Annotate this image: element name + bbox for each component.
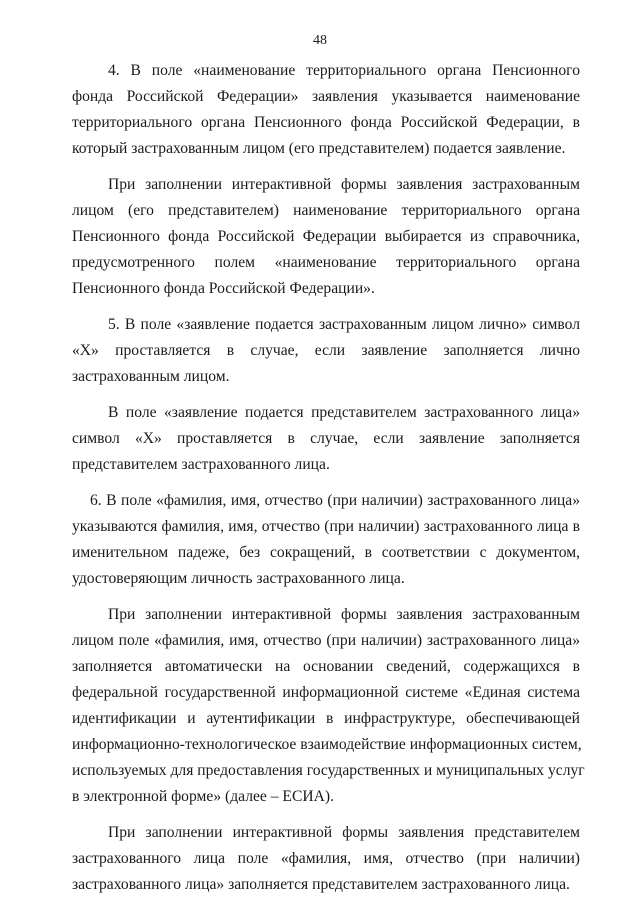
text-line: используемых для предоставления государственных и муниципальных услуг [72,762,585,779]
text-line: «X» проставляется в случае, если заявление заполняется лично [72,342,580,359]
text-line: фонда Российской Федерации» заявления указывается наименование [72,88,580,105]
text-line: предусмотренного полем «наименование территориального органа [72,254,580,271]
text-line: идентификации и аутентификации в инфраструктуре, обеспечивающей [72,710,580,727]
text-line: лицом (его представителем) наименование территориального органа [72,202,580,219]
paragraph [72,312,580,390]
text-line: заполняется автоматически на основании сведений, содержащихся в [72,658,580,675]
text-line: В поле «заявление подается представителем застрахованного лица» [108,404,580,421]
text-line: застрахованного лица поле «фамилия, имя, отчество (при наличии) [72,850,580,867]
text-line: 4. В поле «наименование территориального органа Пенсионного [108,62,580,79]
paragraph [72,820,580,898]
text-line: лицом поле «фамилия, имя, отчество (при наличии) застрахованного лица» [72,632,580,649]
text-line: застрахованным лицом. [72,368,230,385]
paragraph [72,488,580,592]
text-line: представителем застрахованного лица. [72,456,330,473]
text-line: территориального органа Пенсионного фонда Российской Федерации, в [72,114,580,131]
text-line: При заполнении интерактивной формы заявления застрахованным [108,176,580,193]
text-line: Пенсионного фонда Российской Федерации выбирается из справочника, [72,228,580,245]
page-number: 48 [313,33,327,48]
document-body [72,58,585,898]
text-line: который застрахованным лицом (его представителем) подается заявление. [72,140,566,157]
text-line: в электронной форме» (далее – ЕСИА). [72,788,334,805]
text-line: символ «X» проставляется в случае, если заявление заполняется [72,430,580,447]
text-line: При заполнении интерактивной формы заявления представителем [108,824,580,841]
text-line: указываются фамилия, имя, отчество (при наличии) застрахованного лица в [72,518,580,535]
text-line: 5. В поле «заявление подается застрахованным лицом лично» символ [108,316,580,333]
text-line: застрахованного лица» заполняется представителем застрахованного лица. [72,876,570,893]
text-line: федеральной государственной информационной системе «Единая система [72,684,580,701]
paragraph [72,400,580,478]
text-line: При заполнении интерактивной формы заявления застрахованным [108,606,580,623]
paragraph [72,58,580,162]
text-line: удостоверяющим личность застрахованного лица. [72,570,405,587]
text-line: 6. В поле «фамилия, имя, отчество (при наличии) застрахованного лица» [90,492,580,509]
paragraph [72,172,580,302]
text-line: информационно-технологическое взаимодействие информационных систем, [72,736,582,753]
text-line: именительном падеже, без сокращений, в соответствии с документом, [72,544,580,561]
paragraph [72,602,585,810]
text-line: Пенсионного фонда Российской Федерации». [72,280,375,297]
